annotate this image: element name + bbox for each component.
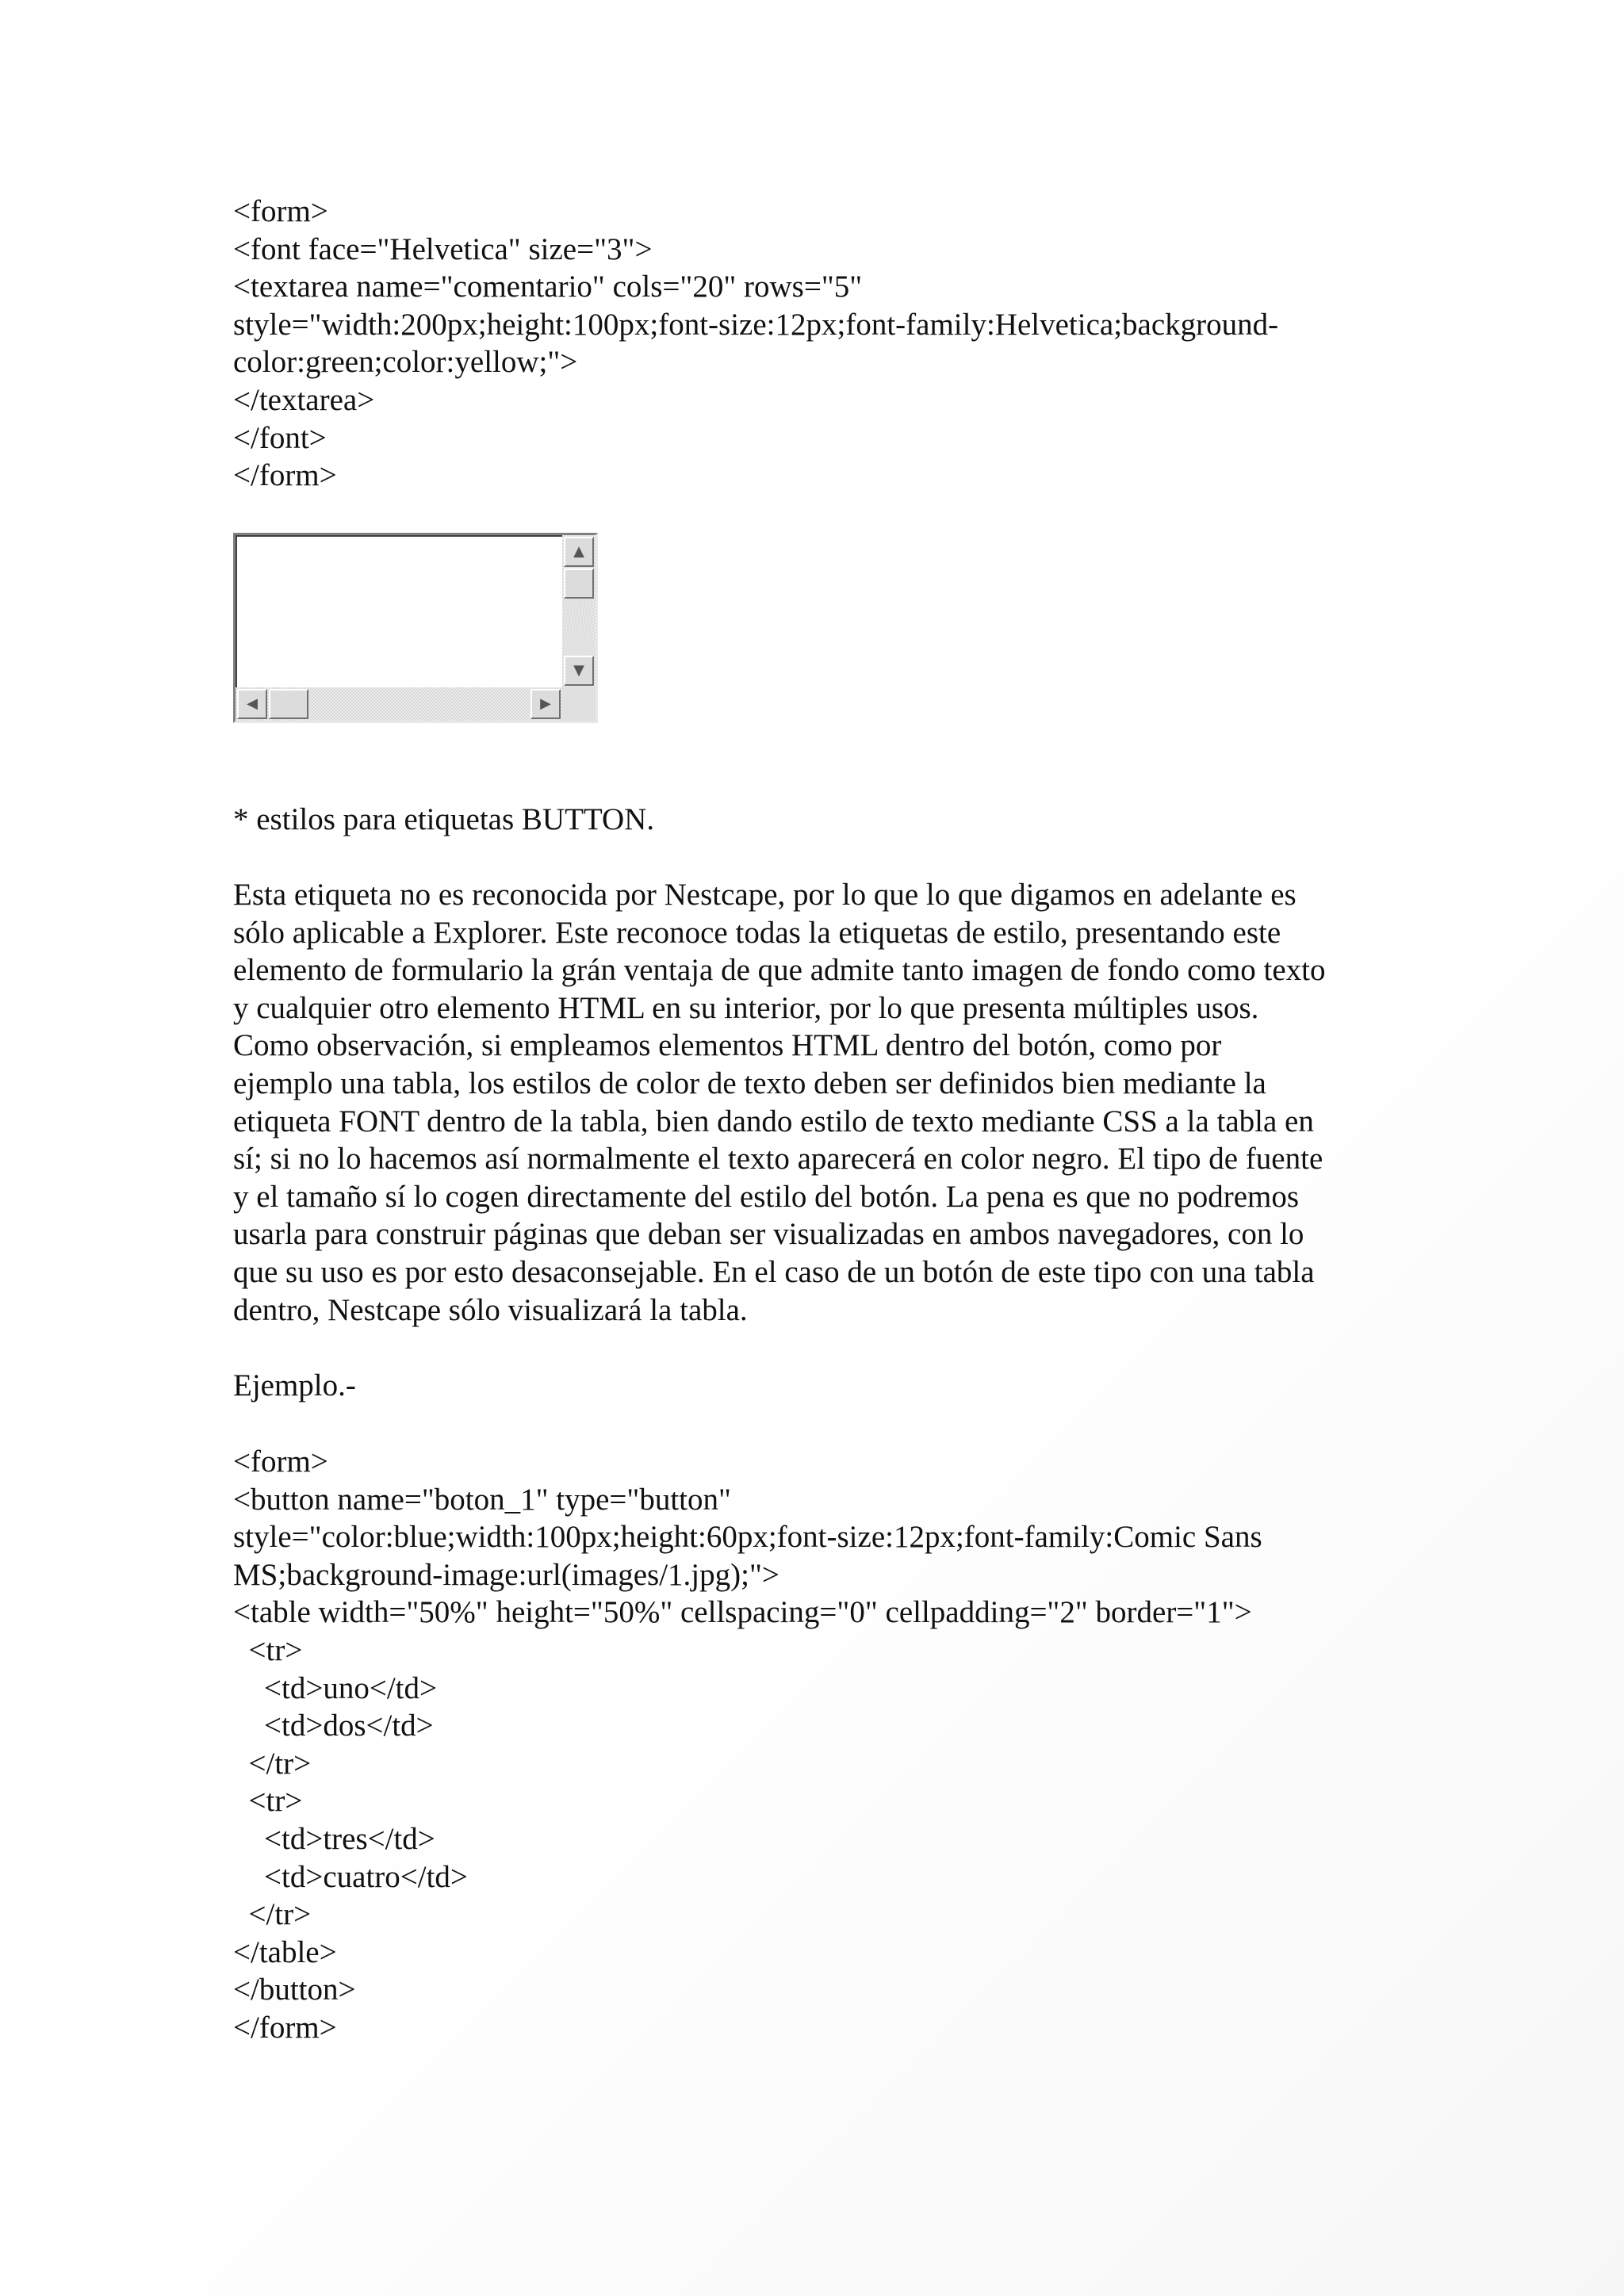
- description-paragraph: [233, 876, 1407, 1329]
- code-line: <td>uno</td>: [233, 1670, 437, 1705]
- paragraph-line: etiqueta FONT dentro de la tabla, bien dando estilo de texto mediante CSS a la tabla en: [233, 1104, 1314, 1138]
- arrow-right-icon[interactable]: ▶: [530, 689, 561, 719]
- code-line: <tr>: [233, 1784, 303, 1819]
- horizontal-scrollbar[interactable]: [236, 687, 562, 721]
- paragraph-line: y cualquier otro elemento HTML en su interior, por lo que presenta múltiples usos.: [233, 990, 1259, 1025]
- arrow-left-icon[interactable]: ◀: [237, 689, 267, 719]
- code-line: <form>: [233, 194, 328, 228]
- code-line: color:green;color:yellow;">: [233, 345, 578, 380]
- vertical-scroll-thumb[interactable]: [564, 568, 594, 599]
- textarea-example[interactable]: [233, 533, 598, 723]
- code-line: </tr>: [233, 1746, 312, 1781]
- code-line: <td>cuatro</td>: [233, 1859, 468, 1894]
- code-line: <td>dos</td>: [233, 1709, 434, 1743]
- code-line: style="color:blue;width:100px;height:60px;font-size:12px;font-family:Comic Sans: [233, 1520, 1262, 1555]
- code-line: <font face="Helvetica" size="3">: [233, 232, 653, 266]
- code-line: <form>: [233, 1445, 328, 1479]
- section-heading: * estilos para etiquetas BUTTON.: [233, 802, 655, 836]
- code-line: </button>: [233, 1973, 356, 2007]
- code-line: <button name="boton_1" type="button": [233, 1482, 731, 1517]
- code-line: </table>: [233, 1934, 337, 1969]
- horizontal-scroll-thumb[interactable]: [269, 689, 308, 719]
- code-line: <textarea name="comentario" cols="20" rows="5": [233, 270, 863, 304]
- code-line: <tr>: [233, 1632, 303, 1667]
- code-block-button: [233, 1443, 1407, 2047]
- paragraph-line: y el tamaño sí lo cogen directamente del estilo del botón. La pena es que no podremos: [233, 1179, 1300, 1214]
- code-line: </form>: [233, 458, 337, 493]
- paragraph-line: Esta etiqueta no es reconocida por Nestcape, por lo que lo que digamos en adelante es: [233, 878, 1297, 912]
- paragraph-line: sí; si no lo hacemos así normalmente el texto aparecerá en color negro. El tipo de fuente: [233, 1142, 1323, 1177]
- example-label: Ejemplo.-: [233, 1368, 356, 1402]
- paragraph-line: elemento de formulario la grán ventaja de que admite tanto imagen de fondo como texto: [233, 953, 1326, 988]
- arrow-down-icon[interactable]: ▼: [564, 656, 594, 686]
- paragraph-line: sólo aplicable a Explorer. Este reconoce todas la etiquetas de estilo, presentando este: [233, 915, 1281, 950]
- section-heading-block: [233, 801, 1407, 839]
- paragraph-line: ejemplo una tabla, los estilos de color de texto deben ser definidos bien mediante la: [233, 1066, 1266, 1100]
- code-line: </textarea>: [233, 382, 375, 417]
- paragraph-line: Como observación, si empleamos elementos HTML dentro del botón, como por: [233, 1028, 1222, 1063]
- paragraph-line: que su uso es por esto desaconsejable. En el caso de un botón de este tipo con una tabla: [233, 1254, 1315, 1289]
- paragraph-line: dentro, Nestcape sólo visualizará la tabla.: [233, 1292, 748, 1327]
- vertical-scrollbar[interactable]: [562, 535, 596, 687]
- code-line: </font>: [233, 420, 327, 455]
- code-line: <table width="50%" height="50%" cellspacing="0" cellpadding="2" border="1">: [233, 1595, 1252, 1630]
- scrollbar-corner: [562, 687, 596, 721]
- paragraph-line: usarla para construir páginas que deban ser visualizadas en ambos navegadores, con lo: [233, 1217, 1304, 1252]
- code-line: <td>tres</td>: [233, 1821, 435, 1856]
- arrow-up-icon[interactable]: ▲: [564, 537, 594, 567]
- example-label-block: [233, 1367, 1407, 1405]
- code-block-textarea: [233, 193, 1407, 495]
- code-line: </form>: [233, 2010, 337, 2045]
- code-line: MS;background-image:url(images/1.jpg);">: [233, 1557, 779, 1592]
- code-line: style="width:200px;height:100px;font-size:12px;font-family:Helvetica;background-: [233, 307, 1279, 342]
- code-line: </tr>: [233, 1897, 312, 1932]
